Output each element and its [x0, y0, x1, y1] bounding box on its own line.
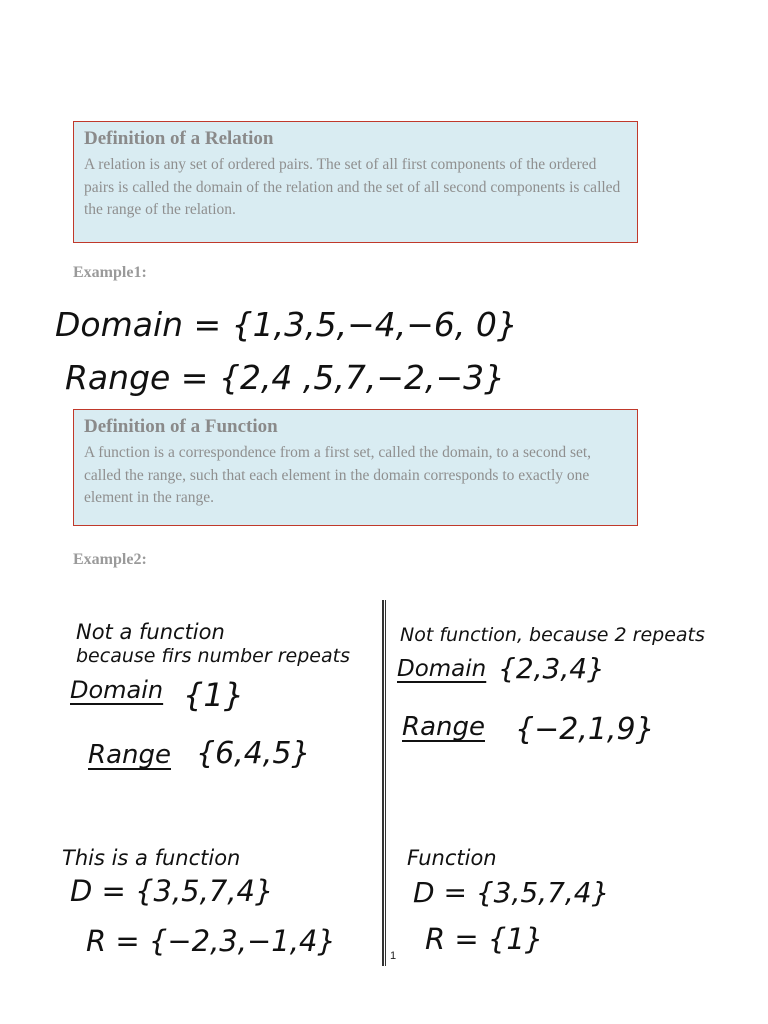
- tr-range-set: {−2,1,9}: [515, 712, 655, 747]
- example1-range: Range = {2,4 ,5,7,−2,−3}: [65, 358, 506, 397]
- tr-domain-label: Domain: [397, 656, 487, 682]
- tl-line1: Not a function: [76, 620, 225, 644]
- tr-range-label: Range: [402, 712, 485, 742]
- tl-line2: because firs number repeats: [76, 645, 350, 667]
- column-divider: [382, 600, 386, 966]
- tl-domain-set: {1}: [183, 676, 245, 714]
- tl-domain-label: Domain: [70, 676, 164, 704]
- relation-definition-title: Definition of a Relation: [84, 128, 274, 149]
- function-definition-box: [73, 409, 638, 526]
- bl-r-line: R = {−2,3,−1,4}: [86, 924, 336, 958]
- br-line1: Function: [407, 846, 497, 870]
- page-number: 1: [390, 950, 397, 962]
- function-definition-text: A function is a correspondence from a first set, called the domain, to a second set, called the range, such that each element in the domain corresponds to exactly one element in the range.: [84, 444, 592, 506]
- br-d-line: D = {3,5,7,4}: [413, 876, 610, 909]
- br-r-line: R = {1}: [425, 922, 544, 956]
- example1-domain: Domain = {1,3,5,−4,−6, 0}: [55, 305, 518, 344]
- relation-definition-box: [73, 121, 638, 243]
- relation-definition-text: A relation is any set of ordered pairs. The set of all first components of the ordered pairs is called the domain of the relation and the set of all second components is called the range of the relation.: [84, 156, 621, 218]
- example2-label: Example2:: [73, 551, 147, 568]
- tr-line1: Not function, because 2 repeats: [400, 624, 705, 646]
- tr-domain-set: {2,3,4}: [498, 652, 605, 685]
- bl-line1: This is a function: [62, 846, 241, 870]
- tl-range-label: Range: [88, 740, 171, 770]
- example1-label: Example1:: [73, 264, 147, 281]
- tl-range-set: {6,4,5}: [196, 736, 311, 771]
- function-definition-title: Definition of a Function: [84, 416, 278, 437]
- bl-d-line: D = {3,5,7,4}: [70, 874, 274, 908]
